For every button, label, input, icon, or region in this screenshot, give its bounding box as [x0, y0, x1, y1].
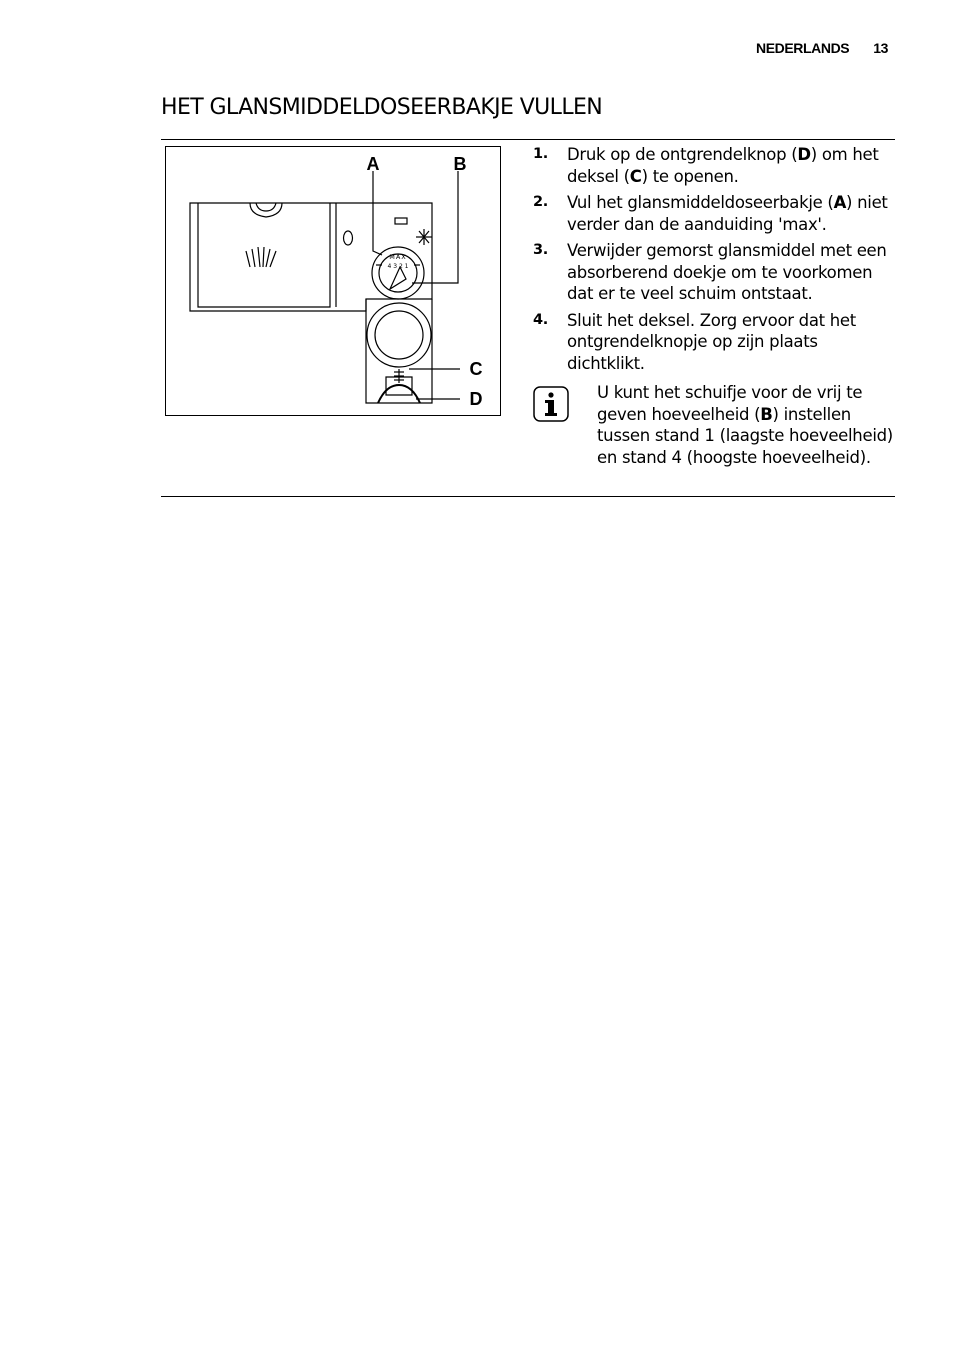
lid-cap	[375, 311, 423, 359]
step-number: 1.	[533, 146, 548, 162]
step-item	[533, 240, 893, 305]
step-text: Druk op de ontgrendelknop (D) om het deksel (C) te openen.	[567, 145, 879, 186]
top-divider	[161, 139, 895, 140]
callout-line-a	[373, 171, 382, 255]
instruction-steps	[533, 144, 893, 379]
step-text: Verwijder gemorst glansmiddel met een absorberend doekje om te voorkomen dat er te veel schuim ontstaat.	[567, 241, 887, 303]
section-title: HET GLANSMIDDELDOSEERBAKJE VULLEN	[161, 95, 603, 120]
step-item	[533, 310, 893, 375]
dispenser-lid	[366, 299, 432, 403]
sparkle-icon	[416, 229, 432, 245]
note-text: U kunt het schuifje voor de vrij te geven hoeveelheid (B) instellen tussen stand 1 (laagste hoeveelheid) en stand 4 (hoogste hoeveelheid).	[597, 383, 893, 467]
label-b: B	[453, 154, 467, 174]
dispenser-illustration	[166, 147, 500, 415]
page-number: 13	[873, 40, 888, 56]
indicator-oval	[344, 231, 353, 245]
step-item	[533, 192, 893, 235]
step-number: 3.	[533, 242, 548, 258]
step-item	[533, 144, 893, 187]
step-number: 4.	[533, 311, 548, 328]
info-note	[533, 382, 893, 468]
detergent-symbol	[246, 247, 276, 267]
rinse-symbol	[395, 218, 407, 224]
step-text: Vul het glansmiddeldoseerbakje (A) niet verder dan de aanduiding 'max'.	[567, 193, 888, 234]
rinse-aid-dispenser-figure	[165, 146, 501, 416]
release-button	[378, 385, 420, 403]
info-icon	[533, 386, 569, 422]
lid-ring	[367, 303, 431, 367]
dial-max-label: MAX	[389, 253, 407, 261]
step-number: 2.	[533, 194, 548, 210]
step-text: Sluit het deksel. Zorg ervoor dat het ontgrendelknopje op zijn plaats dichtklikt.	[567, 310, 856, 373]
dial-scale-label: 4 3 2 1	[387, 263, 409, 270]
dial-pointer	[390, 267, 406, 289]
header-language: NEDERLANDS	[755, 40, 850, 56]
page-header	[756, 40, 888, 56]
label-c: C	[469, 359, 483, 379]
callout-line-b	[412, 171, 458, 283]
label-a: A	[366, 154, 380, 174]
compartment-notch	[250, 203, 282, 217]
bottom-divider	[161, 496, 895, 497]
label-d: D	[469, 389, 483, 409]
